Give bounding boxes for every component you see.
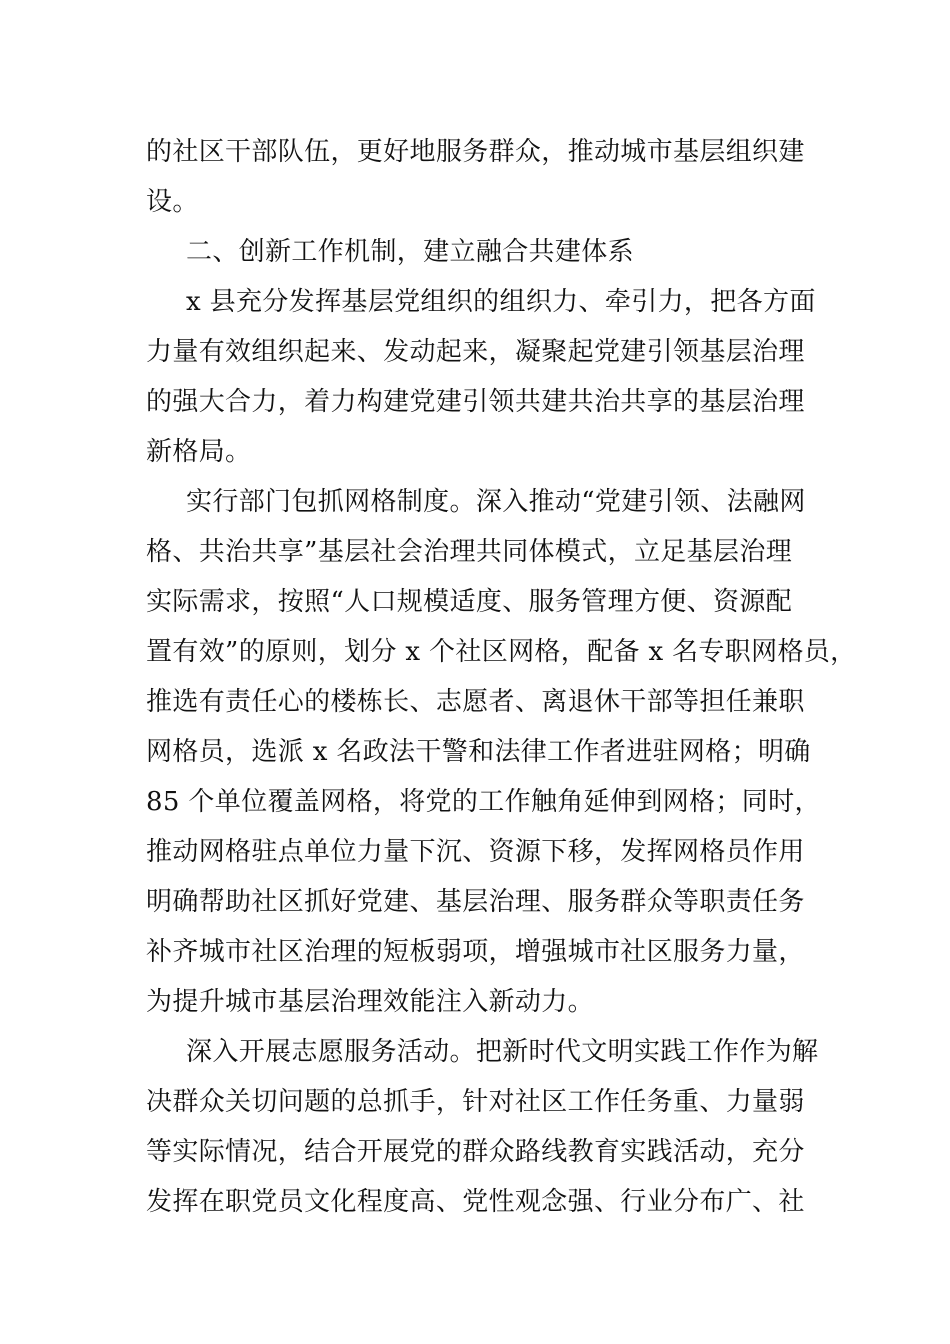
paragraph-line: 决群众关切问题的总抓手，针对社区工作任务重、力量弱 (146, 1087, 805, 1117)
paragraph-line: 力量有效组织起来、发动起来，凝聚起党建引领基层治理 (146, 337, 805, 367)
paragraph-line: 网格员，选派 x 名政法干警和法律工作者进驻网格；明确 (146, 737, 811, 767)
paragraph-line: 等实际情况，结合开展党的群众路线教育实践活动，充分 (146, 1137, 805, 1167)
paragraph-line: x 县充分发挥基层党组织的组织力、牵引力，把各方面 (186, 287, 816, 317)
paragraph-line: 发挥在职党员文化程度高、党性观念强、行业分布广、社 (146, 1187, 805, 1217)
paragraph-line: 格、共治共享”基层社会治理共同体模式，立足基层治理 (146, 537, 793, 567)
section-heading: 二、创新工作机制，建立融合共建体系 (186, 237, 634, 267)
paragraph-line: 明确帮助社区抓好党建、基层治理、服务群众等职责任务 (146, 887, 805, 917)
paragraph-line: 补齐城市社区治理的短板弱项，增强城市社区服务力量， (146, 937, 805, 967)
paragraph-line: 的强大合力，着力构建党建引领共建共治共享的基层治理 (146, 387, 805, 417)
paragraph-line: 推选有责任心的楼栋长、志愿者、离退休干部等担任兼职 (146, 687, 805, 717)
paragraph-line: 设。 (146, 187, 199, 217)
paragraph-line: 为提升城市基层治理效能注入新动力。 (146, 987, 594, 1017)
paragraph-line: 深入开展志愿服务活动。把新时代文明实践工作作为解 (186, 1037, 819, 1067)
paragraph-line: 实际需求，按照“人口规模适度、服务管理方便、资源配 (146, 587, 793, 617)
paragraph-line: 实行部门包抓网格制度。深入推动“党建引领、法融网 (186, 487, 806, 517)
paragraph-line: 新格局。 (146, 437, 252, 467)
paragraph-line: 85 个单位覆盖网格，将党的工作触角延伸到网格；同时， (146, 787, 821, 817)
paragraph-line: 推动网格驻点单位力量下沉、资源下移，发挥网格员作用 (146, 837, 805, 867)
paragraph-line: 的社区干部队伍，更好地服务群众，推动城市基层组织建 (146, 137, 805, 167)
paragraph-line: 置有效”的原则，划分 x 个社区网格，配备 x 名专职网格员， (146, 637, 857, 667)
